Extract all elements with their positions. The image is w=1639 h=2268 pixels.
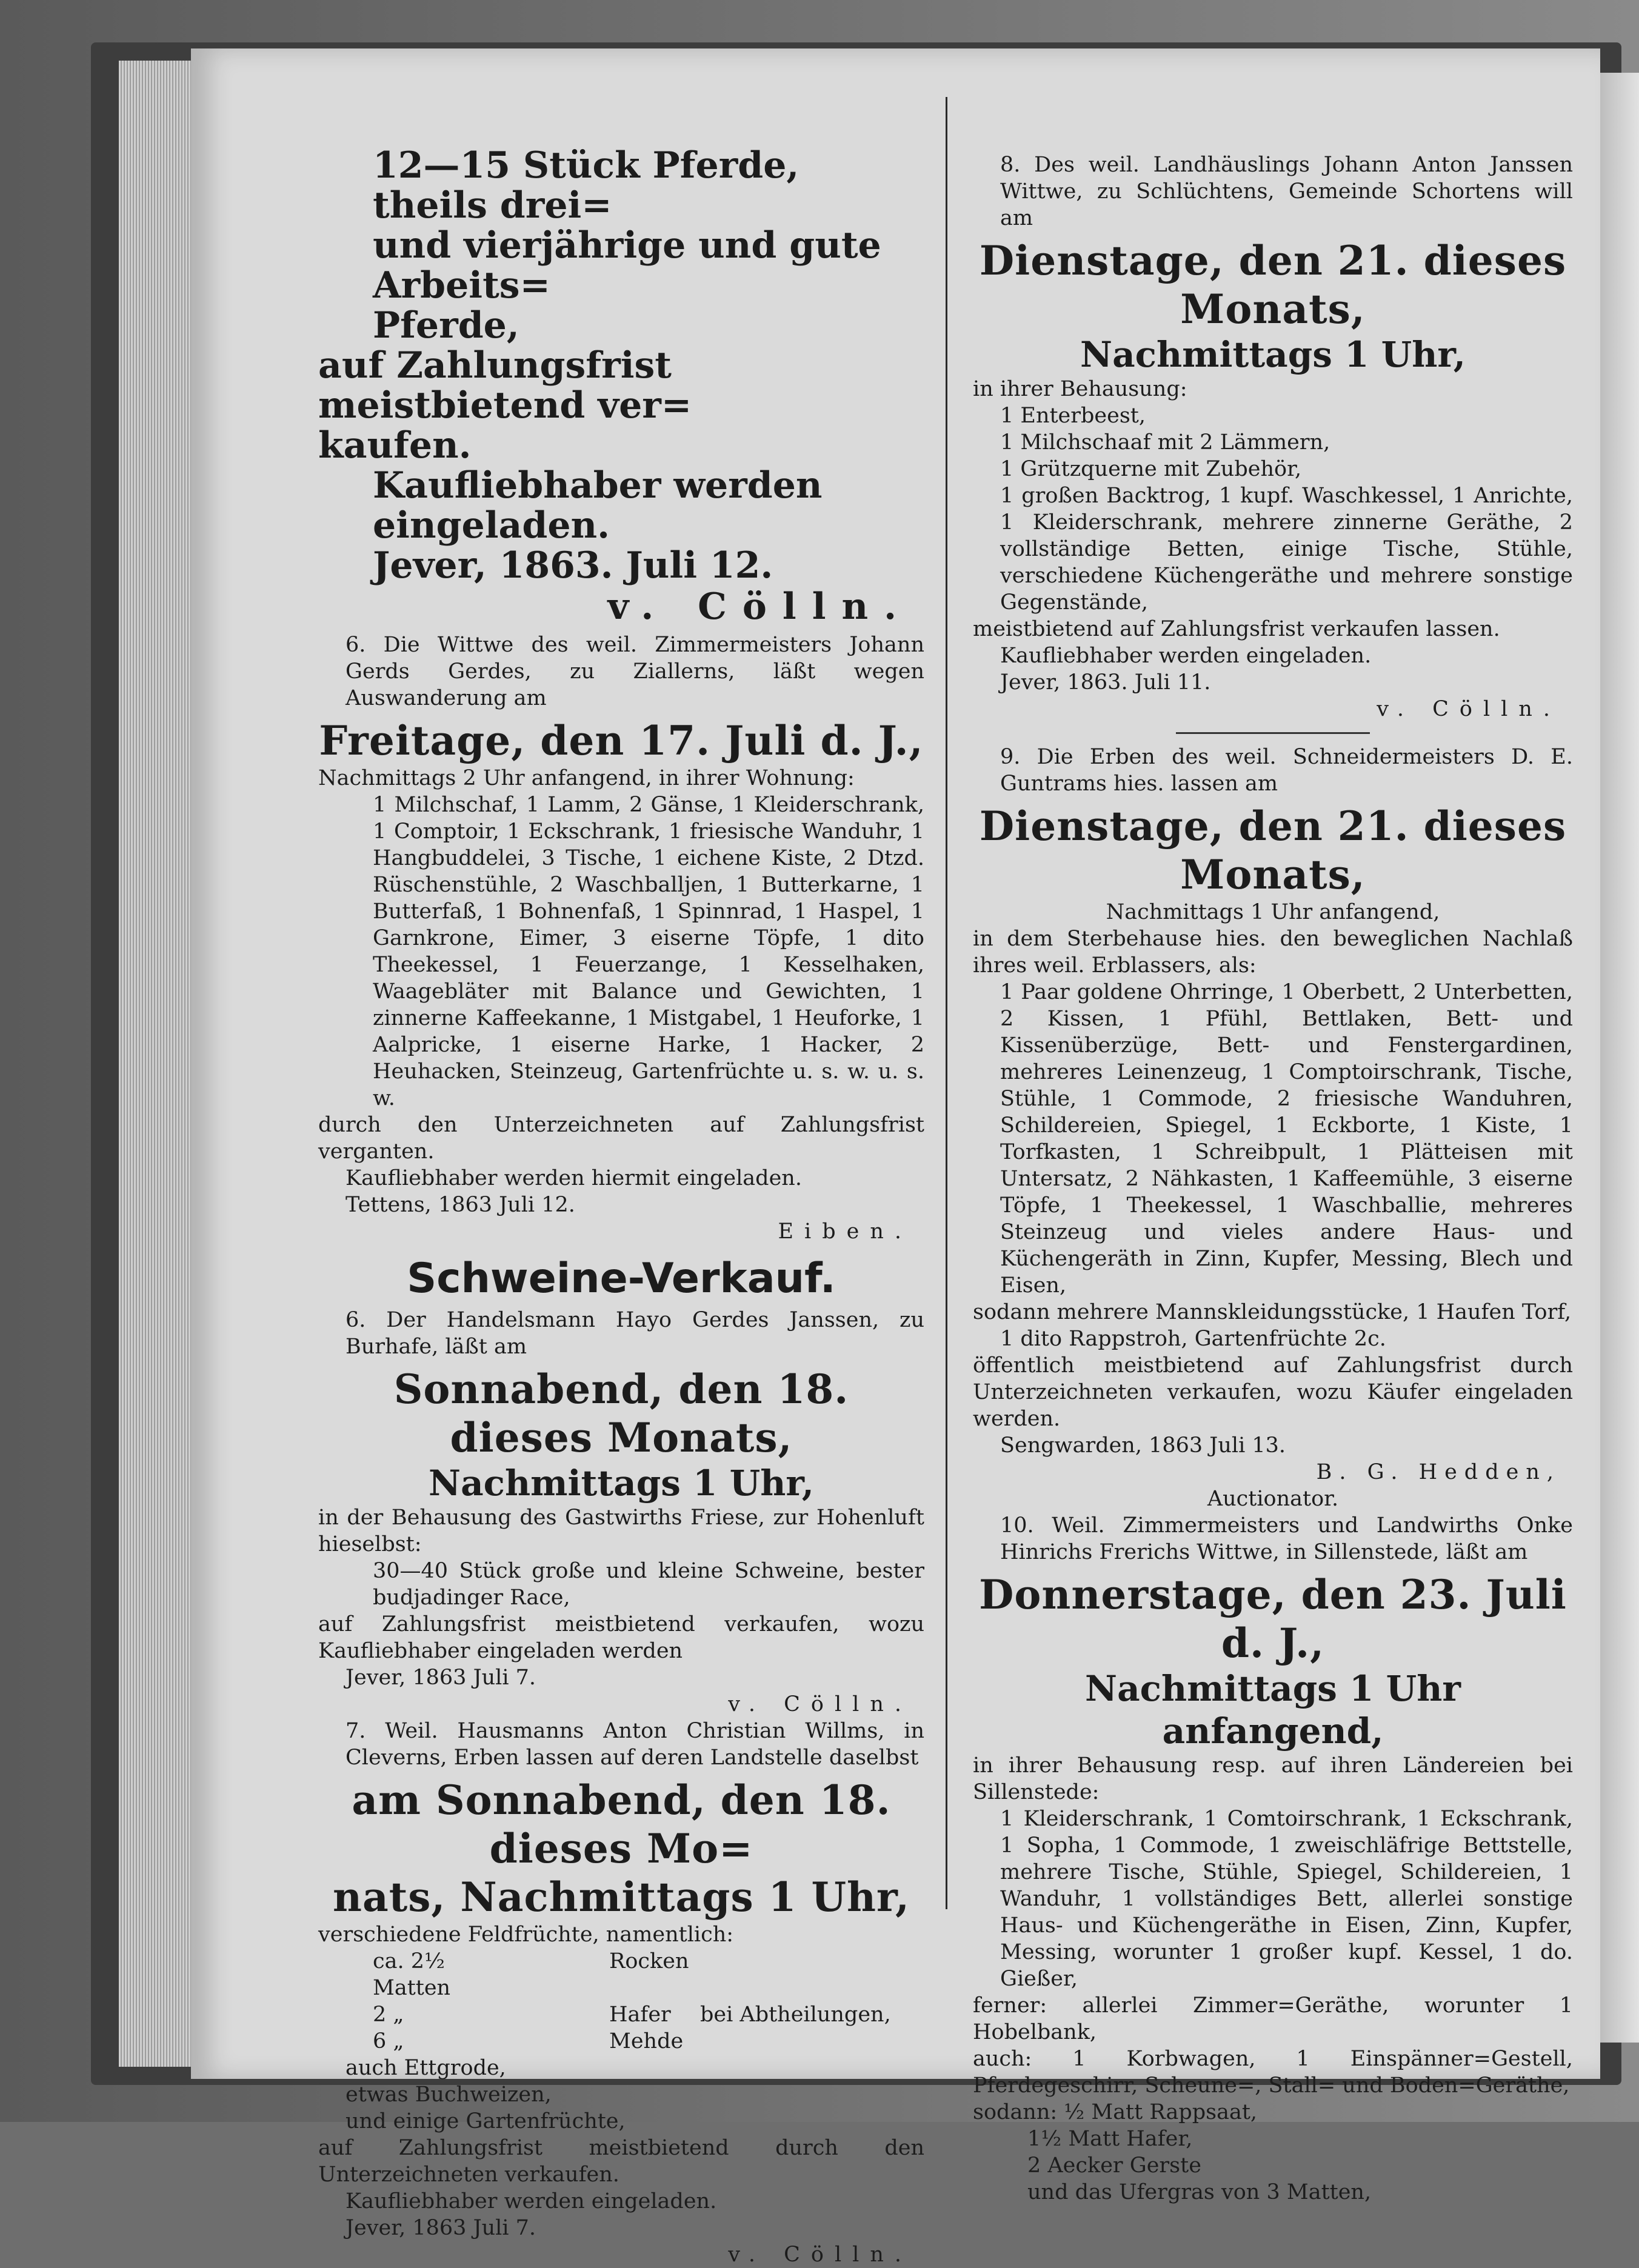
signature: Eiben. <box>778 1219 912 1244</box>
ad-place-date: Jever, 1863 Juli 7. <box>345 1666 536 1690</box>
ad-time: Nachmittags 1 Uhr anfangend, <box>1106 900 1440 924</box>
ad-extra: und das Ufergras von 3 Matten, <box>1027 2180 1372 2204</box>
ad-close: öffentlich meistbietend auf Zahlungsfrist durch Unterzeichneten verkaufen, wozu Käufer eingeladen werden. <box>973 1353 1573 1431</box>
crop-name: Mehde <box>609 2029 684 2053</box>
ad-date: Dienstage, den 21. dieses Monats, <box>979 802 1567 898</box>
ad-place-date: Jever, 1863 Juli 7. <box>345 2216 536 2240</box>
ad-items: 1 Kleiderschrank, 1 Comtoirschrank, 1 Eckschrank, 1 Sopha, 1 Commode, 1 zweischläfrige Bettstelle, mehrere Tische, Stühle, Spiegel, Schildereien, 1 Wanduhr, 1 vollständiges Bett, allerlei sonstige Haus- und Küchengeräthe in Eisen, Zinn, Kupfer, Messing, worunter 1 großer kupf. Kessel, 1 do. Gießer, <box>1000 1807 1573 1991</box>
crop-qty: 6 „ <box>373 2029 404 2053</box>
ad-10-auction <box>973 1512 1573 2206</box>
signature-title: Auctionator. <box>1207 1487 1339 1511</box>
ad-items: 30—40 Stück große und kleine Schweine, bester budjadinger Race, <box>373 1559 924 1610</box>
ad-location: in ihrer Behausung resp. auf ihren Ländereien bei Sillenstede: <box>973 1753 1573 1804</box>
ad-extra: auch Ettgrode, <box>345 2056 506 2080</box>
ad-close: meistbietend auf Zahlungsfrist verkaufen lassen. <box>973 617 1500 641</box>
ad-8-auction <box>973 152 1573 722</box>
ad-close: Kaufliebhaber werden eingeladen. <box>1000 644 1372 668</box>
ad-date: am Sonnabend, den 18. dieses Mo= <box>352 1776 891 1872</box>
ad-location: in dem Sterbehause hies. den beweglichen Nachlaß ihres weil. Erblassers, als: <box>973 927 1573 978</box>
column-divider <box>946 97 947 1909</box>
ad-date: Dienstage, den 21. dieses Monats, <box>979 237 1567 333</box>
ad-extra: 2 Aecker Gerste <box>1027 2153 1201 2178</box>
ad-9-auction <box>973 744 1573 1512</box>
ad-extra: auch: 1 Korbwagen, 1 Einspänner=Gestell, Pferdegeschirr, Scheune=, Stall= und Boden=Geräthe, <box>973 2047 1573 2098</box>
ad-intro: 9. Die Erben des weil. Schneidermeisters D. E. Guntrams hies. lassen am <box>1000 745 1573 796</box>
ad-7-auction <box>318 1718 924 2268</box>
ad-extra: 1½ Matt Hafer, <box>1027 2127 1193 2151</box>
ad-line: kaufen. <box>318 424 472 467</box>
ad-extra: sodann mehrere Mannskleidungsstücke, 1 Haufen Torf, <box>973 1300 1572 1324</box>
ad-intro: 6. Der Handelsmann Hayo Gerdes Janssen, zu Burhafe, läßt am <box>345 1308 924 1359</box>
ad-time: Nachmittags 1 Uhr anfangend, <box>1085 1668 1461 1752</box>
ad-line: 12—15 Stück Pferde, theils drei= <box>373 144 799 227</box>
ad-pig-sale <box>318 1253 924 1718</box>
ad-items: 1 Paar goldene Ohrringe, 1 Oberbett, 2 Unterbetten, 2 Kissen, 1 Pfühl, Bettlaken, Bett- und Kissenüberzüge, Bett- und Fenstergardinen, mehreres Leinenzeug, 1 Comptoirschrank, Tische, Stühle, 1 Commode, 2 friesische Wanduhren, Schildereien, Spiegel, 1 Eckborte, 1 Kiste, 1 Torfkasten, 1 Schreibpult, 1 Plätteisen mit Untersatz, 2 Nähkasten, 1 Kaffeemühle, 3 eiserne Töpfe, 1 Theekessel, 1 Waschballie, mehreres Steinzeug und vieles andere Haus- und Küchengeräth in Zinn, Kupfer, Messing, Blech und Eisen, <box>1000 980 1573 1298</box>
ad-close: durch den Unterzeichneten auf Zahlungsfrist verganten. <box>318 1113 924 1164</box>
ad-items: 1 Milchschaf, 1 Lamm, 2 Gänse, 1 Kleiderschrank, 1 Comptoir, 1 Eckschrank, 1 friesische Wanduhr, 1 Hangbuddelei, 3 Tische, 1 eichene Kiste, 2 Dtzd. Rüschenstühle, 2 Waschballjen, 1 Butterkarne, 1 Butterfaß, 1 Bohnenfaß, 1 Spinnrad, 1 Haspel, 1 Garnkrone, Eimer, 3 eiserne Töpfe, 1 dito Theekessel, 1 Feuerzange, 1 Kesselhaken, Waagebläter mit Balance und Gewichten, 1 zinnerne Kaffeekanne, 1 Mistgabel, 1 Heuforke, 1 Aalpricke, 1 eiserne Harke, 1 Hacker, 2 Heuhacken, Steinzeug, Gartenfrüchte u. s. w. u. s. w. <box>373 793 924 1110</box>
ad-item: 1 Grützquerne mit Zubehör, <box>1000 457 1302 481</box>
ad-date: nats, Nachmittags 1 Uhr, <box>333 1873 910 1921</box>
ad-line: auf Zahlungsfrist meistbietend ver= <box>318 344 692 427</box>
ad-date: Freitage, den 17. Juli d. J., <box>319 717 924 764</box>
signature: B. G. Hedden, <box>1316 1460 1561 1484</box>
crop-qty: 2 „ <box>373 2003 404 2027</box>
ad-intro: 7. Weil. Hausmanns Anton Christian Willms, in Cleverns, Erben lassen auf deren Landstelle daselbst <box>345 1719 924 1770</box>
ad-lead: verschiedene Feldfrüchte, namentlich: <box>318 1923 734 1947</box>
next-page-edge <box>1600 73 1639 2043</box>
ad-item: 1 Milchschaaf mit 2 Lämmern, <box>1000 430 1330 455</box>
ad-extra: 1 dito Rappstroh, Gartenfrüchte 2c. <box>1000 1327 1386 1351</box>
ad-place-date: Sengwarden, 1863 Juli 13. <box>1000 1433 1286 1458</box>
ad-extra: sodann: ½ Matt Rappsaat, <box>973 2100 1258 2124</box>
right-column <box>973 152 1573 2206</box>
ad-intro: 6. Die Wittwe des weil. Zimmermeisters Johann Gerds Gerdes, zu Ziallerns, läßt wegen Auswanderung am <box>345 633 924 710</box>
ad-place-date: Tettens, 1863 Juli 12. <box>345 1193 575 1217</box>
ad-close: auf Zahlungsfrist meistbietend verkaufen, wozu Kaufliebhaber eingeladen werden <box>318 1612 924 1663</box>
ad-extra: und einige Gartenfrüchte, <box>345 2109 626 2133</box>
ad-close: auf Zahlungsfrist meistbietend durch den Unterzeichneten verkaufen. <box>318 2136 924 2187</box>
crop-table <box>318 1948 924 2055</box>
ad-item: 1 Enterbeest, <box>1000 404 1146 428</box>
ad-date: Donnerstage, den 23. Juli d. J., <box>979 1571 1567 1667</box>
crop-name: Rocken <box>609 1949 689 1973</box>
ad-place-date: Jever, 1863. Juli 11. <box>1000 670 1211 695</box>
ad-location: in ihrer Behausung: <box>973 377 1187 401</box>
crop-qty: ca. 2½ Matten <box>373 1949 451 2000</box>
ad-intro: 10. Weil. Zimmermeisters und Landwirths Onke Hinrichs Frerichs Wittwe, in Sillenstede, läßt am <box>1000 1513 1573 1564</box>
left-column <box>318 145 924 2268</box>
ad-location: in der Behausung des Gastwirths Friese, zur Hohenluft hieselbst: <box>318 1506 924 1556</box>
ad-header: Schweine-Verkauf. <box>407 1255 836 1302</box>
ad-line: Kaufliebhaber werden eingeladen. <box>373 464 823 547</box>
ad-horses <box>318 145 924 628</box>
separator-rule <box>1176 732 1370 734</box>
ad-time: Nachmittags 1 Uhr, <box>1080 334 1466 375</box>
signature: v. Cölln. <box>728 2243 912 2267</box>
crop-name: Hafer <box>609 2003 671 2027</box>
crop-note: bei Abtheilungen, <box>700 2003 891 2027</box>
ad-intro: 8. Des weil. Landhäuslings Johann Anton Janssen Wittwe, zu Schlüchtens, Gemeinde Schortens will am <box>1000 153 1573 230</box>
signature: v. Cölln. <box>728 1692 912 1716</box>
page-edges <box>119 61 192 2067</box>
ad-time: Nachmittags 2 Uhr anfangend, in ihrer Wohnung: <box>318 766 855 790</box>
ad-extra: etwas Buchweizen, <box>345 2083 552 2107</box>
ad-extra: ferner: allerlei Zimmer=Geräthe, worunter 1 Hobelbank, <box>973 1993 1573 2044</box>
signature: v. Cölln. <box>607 585 912 628</box>
ad-date: Sonnabend, den 18. dieses Monats, <box>393 1366 849 1461</box>
signature: v. Cölln. <box>1377 697 1561 721</box>
ad-close: Kaufliebhaber werden hiermit eingeladen. <box>345 1166 802 1190</box>
ad-item: 1 großen Backtrog, 1 kupf. Waschkessel, 1 Anrichte, 1 Kleiderschrank, mehrere zinnerne Geräthe, 2 vollständige Betten, einige Tische, Stühle, verschiedene Küchengeräthe und mehrere sonstige Gegenstände, <box>1000 484 1573 615</box>
ad-6-auction <box>318 632 924 1245</box>
ad-time: Nachmittags 1 Uhr, <box>429 1463 814 1504</box>
ad-line: Pferde, <box>373 304 519 347</box>
ad-line: und vierjährige und gute Arbeits= <box>373 224 881 307</box>
ad-line: Jever, 1863. Juli 12. <box>373 544 773 587</box>
ad-close: Kaufliebhaber werden eingeladen. <box>345 2189 717 2213</box>
